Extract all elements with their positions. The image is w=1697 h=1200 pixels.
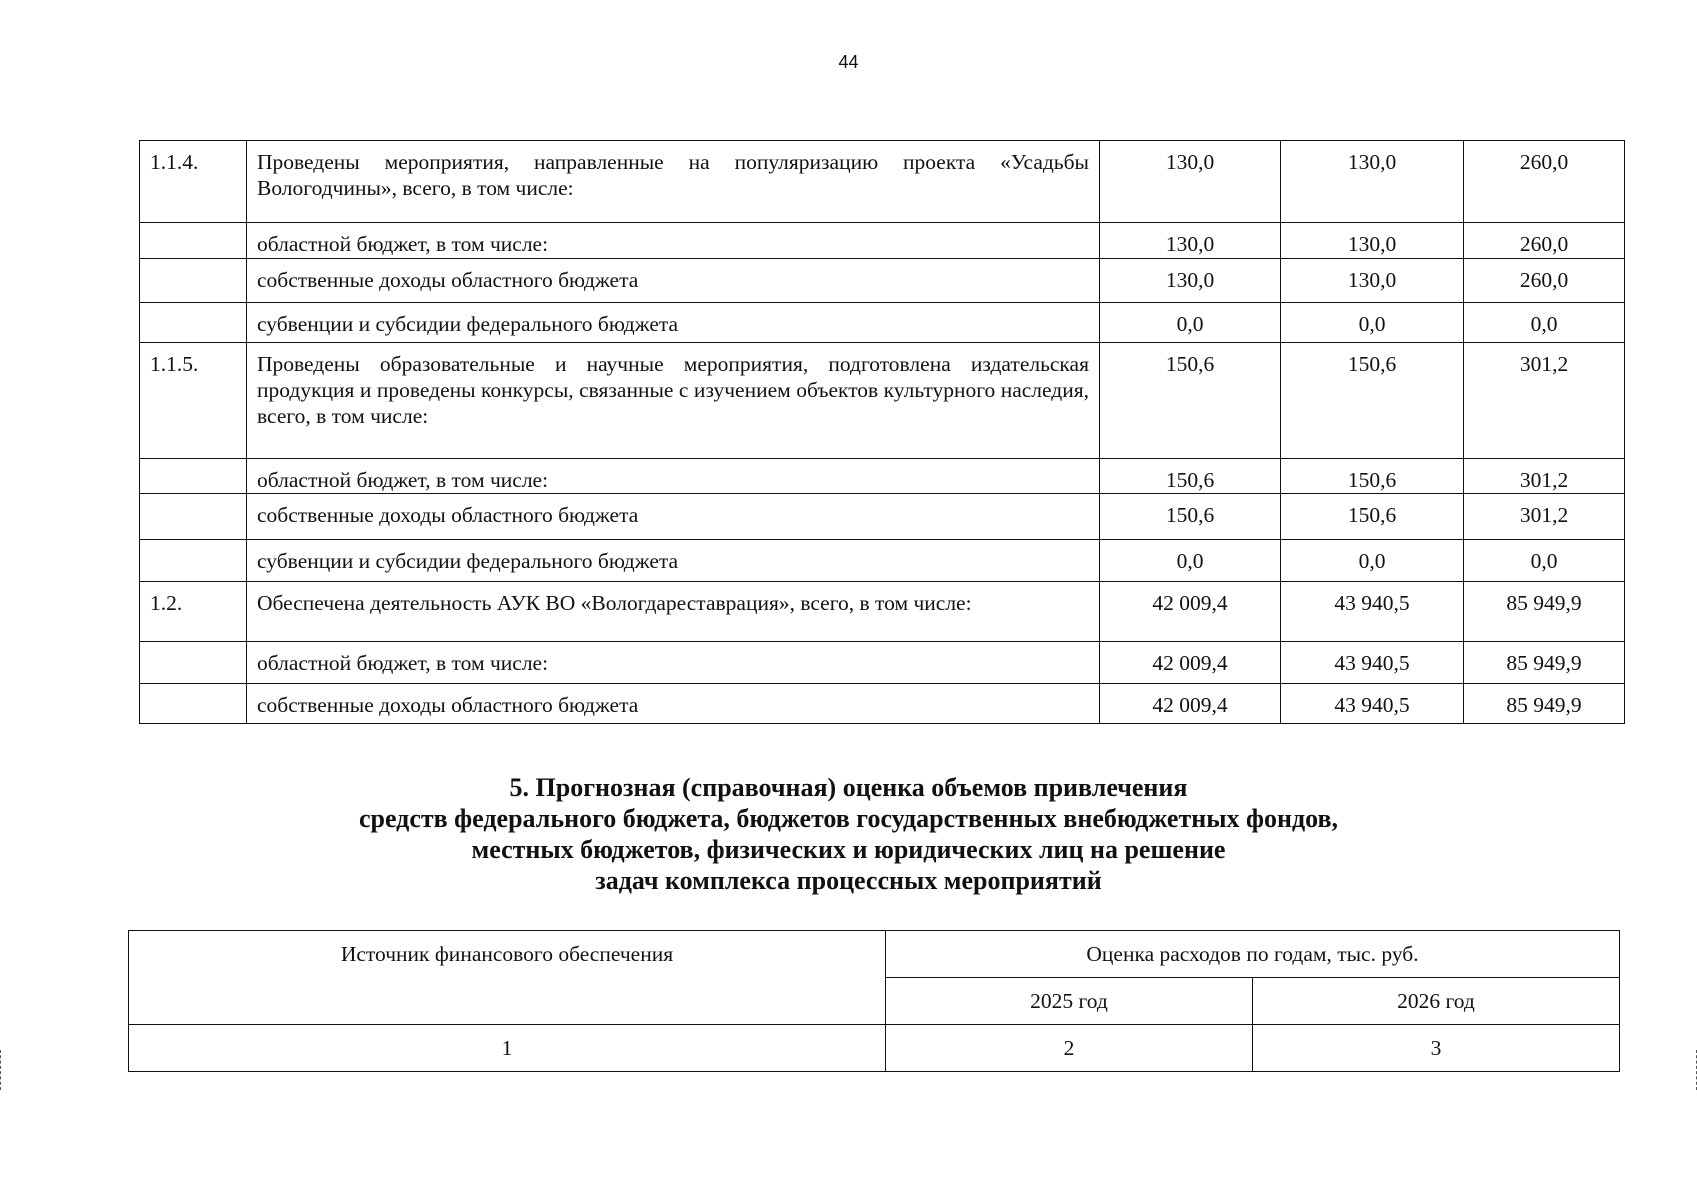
row-code (140, 642, 247, 684)
column-number: 2 (886, 1025, 1253, 1072)
header-year-2025: 2025 год (886, 978, 1253, 1025)
section-heading-line: местных бюджетов, физических и юридических лиц на решение (471, 835, 1226, 864)
table-row (140, 582, 1625, 642)
row-code: 1.1.5. (140, 343, 247, 459)
row-description: собственные доходы областного бюджета (247, 259, 1100, 303)
row-code: 1.2. (140, 582, 247, 642)
row-code (140, 684, 247, 724)
value-2025: 0,0 (1100, 303, 1281, 343)
value-2026: 150,6 (1281, 343, 1464, 459)
table-row (140, 141, 1625, 223)
value-total: 85 949,9 (1464, 582, 1625, 642)
table-row (140, 459, 1625, 494)
table-row (140, 223, 1625, 259)
page-number: 44 (838, 52, 859, 72)
section-heading-line: 5. Прогнозная (справочная) оценка объемов привлечения (509, 773, 1188, 802)
section-heading-line: задач комплекса процессных мероприятий (595, 866, 1102, 895)
header-source: Источник финансового обеспечения (129, 931, 886, 1025)
value-2025: 130,0 (1100, 259, 1281, 303)
value-2026: 0,0 (1281, 540, 1464, 582)
value-total: 260,0 (1464, 259, 1625, 303)
row-description: субвенции и субсидии федерального бюджета (247, 303, 1100, 343)
header-year-2026: 2026 год (1253, 978, 1620, 1025)
value-2026: 0,0 (1281, 303, 1464, 343)
value-2025: 42 009,4 (1100, 642, 1281, 684)
table-row (140, 494, 1625, 540)
value-2025: 150,6 (1100, 459, 1281, 494)
table-row (140, 259, 1625, 303)
value-2025: 150,6 (1100, 343, 1281, 459)
value-total: 85 949,9 (1464, 684, 1625, 724)
table-header-row (129, 931, 1620, 978)
table-row (140, 540, 1625, 582)
value-2026: 43 940,5 (1281, 582, 1464, 642)
row-description: Обеспечена деятельность АУК ВО «Вологдареставрация», всего, в том числе: (247, 582, 1100, 642)
row-description: областной бюджет, в том числе: (247, 223, 1100, 259)
row-code (140, 303, 247, 343)
value-2025: 130,0 (1100, 223, 1281, 259)
value-total: 0,0 (1464, 540, 1625, 582)
row-description: Проведены образовательные и научные мероприятия, подготовлена издательская продукция и проведены конкурсы, связанные с изучением объектов культурного наследия, всего, в том числе: (247, 343, 1100, 459)
value-total: 301,2 (1464, 494, 1625, 540)
row-code (140, 459, 247, 494)
value-2026: 150,6 (1281, 459, 1464, 494)
value-2026: 150,6 (1281, 494, 1464, 540)
funding-sources-table (128, 930, 1620, 1072)
value-2025: 150,6 (1100, 494, 1281, 540)
row-code (140, 223, 247, 259)
value-2026: 130,0 (1281, 223, 1464, 259)
value-total: 260,0 (1464, 141, 1625, 223)
left-margin-marks (0, 1050, 9, 1090)
value-total: 85 949,9 (1464, 642, 1625, 684)
row-description: областной бюджет, в том числе: (247, 642, 1100, 684)
value-2026: 43 940,5 (1281, 684, 1464, 724)
table-row (140, 343, 1625, 459)
right-margin-marks (1688, 1050, 1697, 1090)
expenditure-table (139, 140, 1625, 724)
value-2025: 130,0 (1100, 141, 1281, 223)
section-heading (0, 772, 1697, 896)
row-description: субвенции и субсидии федерального бюджета (247, 540, 1100, 582)
value-total: 301,2 (1464, 343, 1625, 459)
row-description: собственные доходы областного бюджета (247, 684, 1100, 724)
row-code (140, 494, 247, 540)
value-2026: 130,0 (1281, 259, 1464, 303)
value-2026: 130,0 (1281, 141, 1464, 223)
value-total: 0,0 (1464, 303, 1625, 343)
row-description: областной бюджет, в том числе: (247, 459, 1100, 494)
section-heading-line: средств федерального бюджета, бюджетов государственных внебюджетных фондов, (358, 804, 1339, 833)
value-2025: 0,0 (1100, 540, 1281, 582)
row-description: собственные доходы областного бюджета (247, 494, 1100, 540)
table-row (140, 642, 1625, 684)
value-2025: 42 009,4 (1100, 684, 1281, 724)
row-code: 1.1.4. (140, 141, 247, 223)
row-description: Проведены мероприятия, направленные на популяризацию проекта «Усадьбы Вологодчины», всего, в том числе: (247, 141, 1100, 223)
value-total: 301,2 (1464, 459, 1625, 494)
column-number: 1 (129, 1025, 886, 1072)
table-row (140, 303, 1625, 343)
column-number: 3 (1253, 1025, 1620, 1072)
value-total: 260,0 (1464, 223, 1625, 259)
row-code (140, 540, 247, 582)
value-2026: 43 940,5 (1281, 642, 1464, 684)
row-code (140, 259, 247, 303)
value-2025: 42 009,4 (1100, 582, 1281, 642)
header-estimate: Оценка расходов по годам, тыс. руб. (886, 931, 1620, 978)
table-row (129, 1025, 1620, 1072)
table-row (140, 684, 1625, 724)
